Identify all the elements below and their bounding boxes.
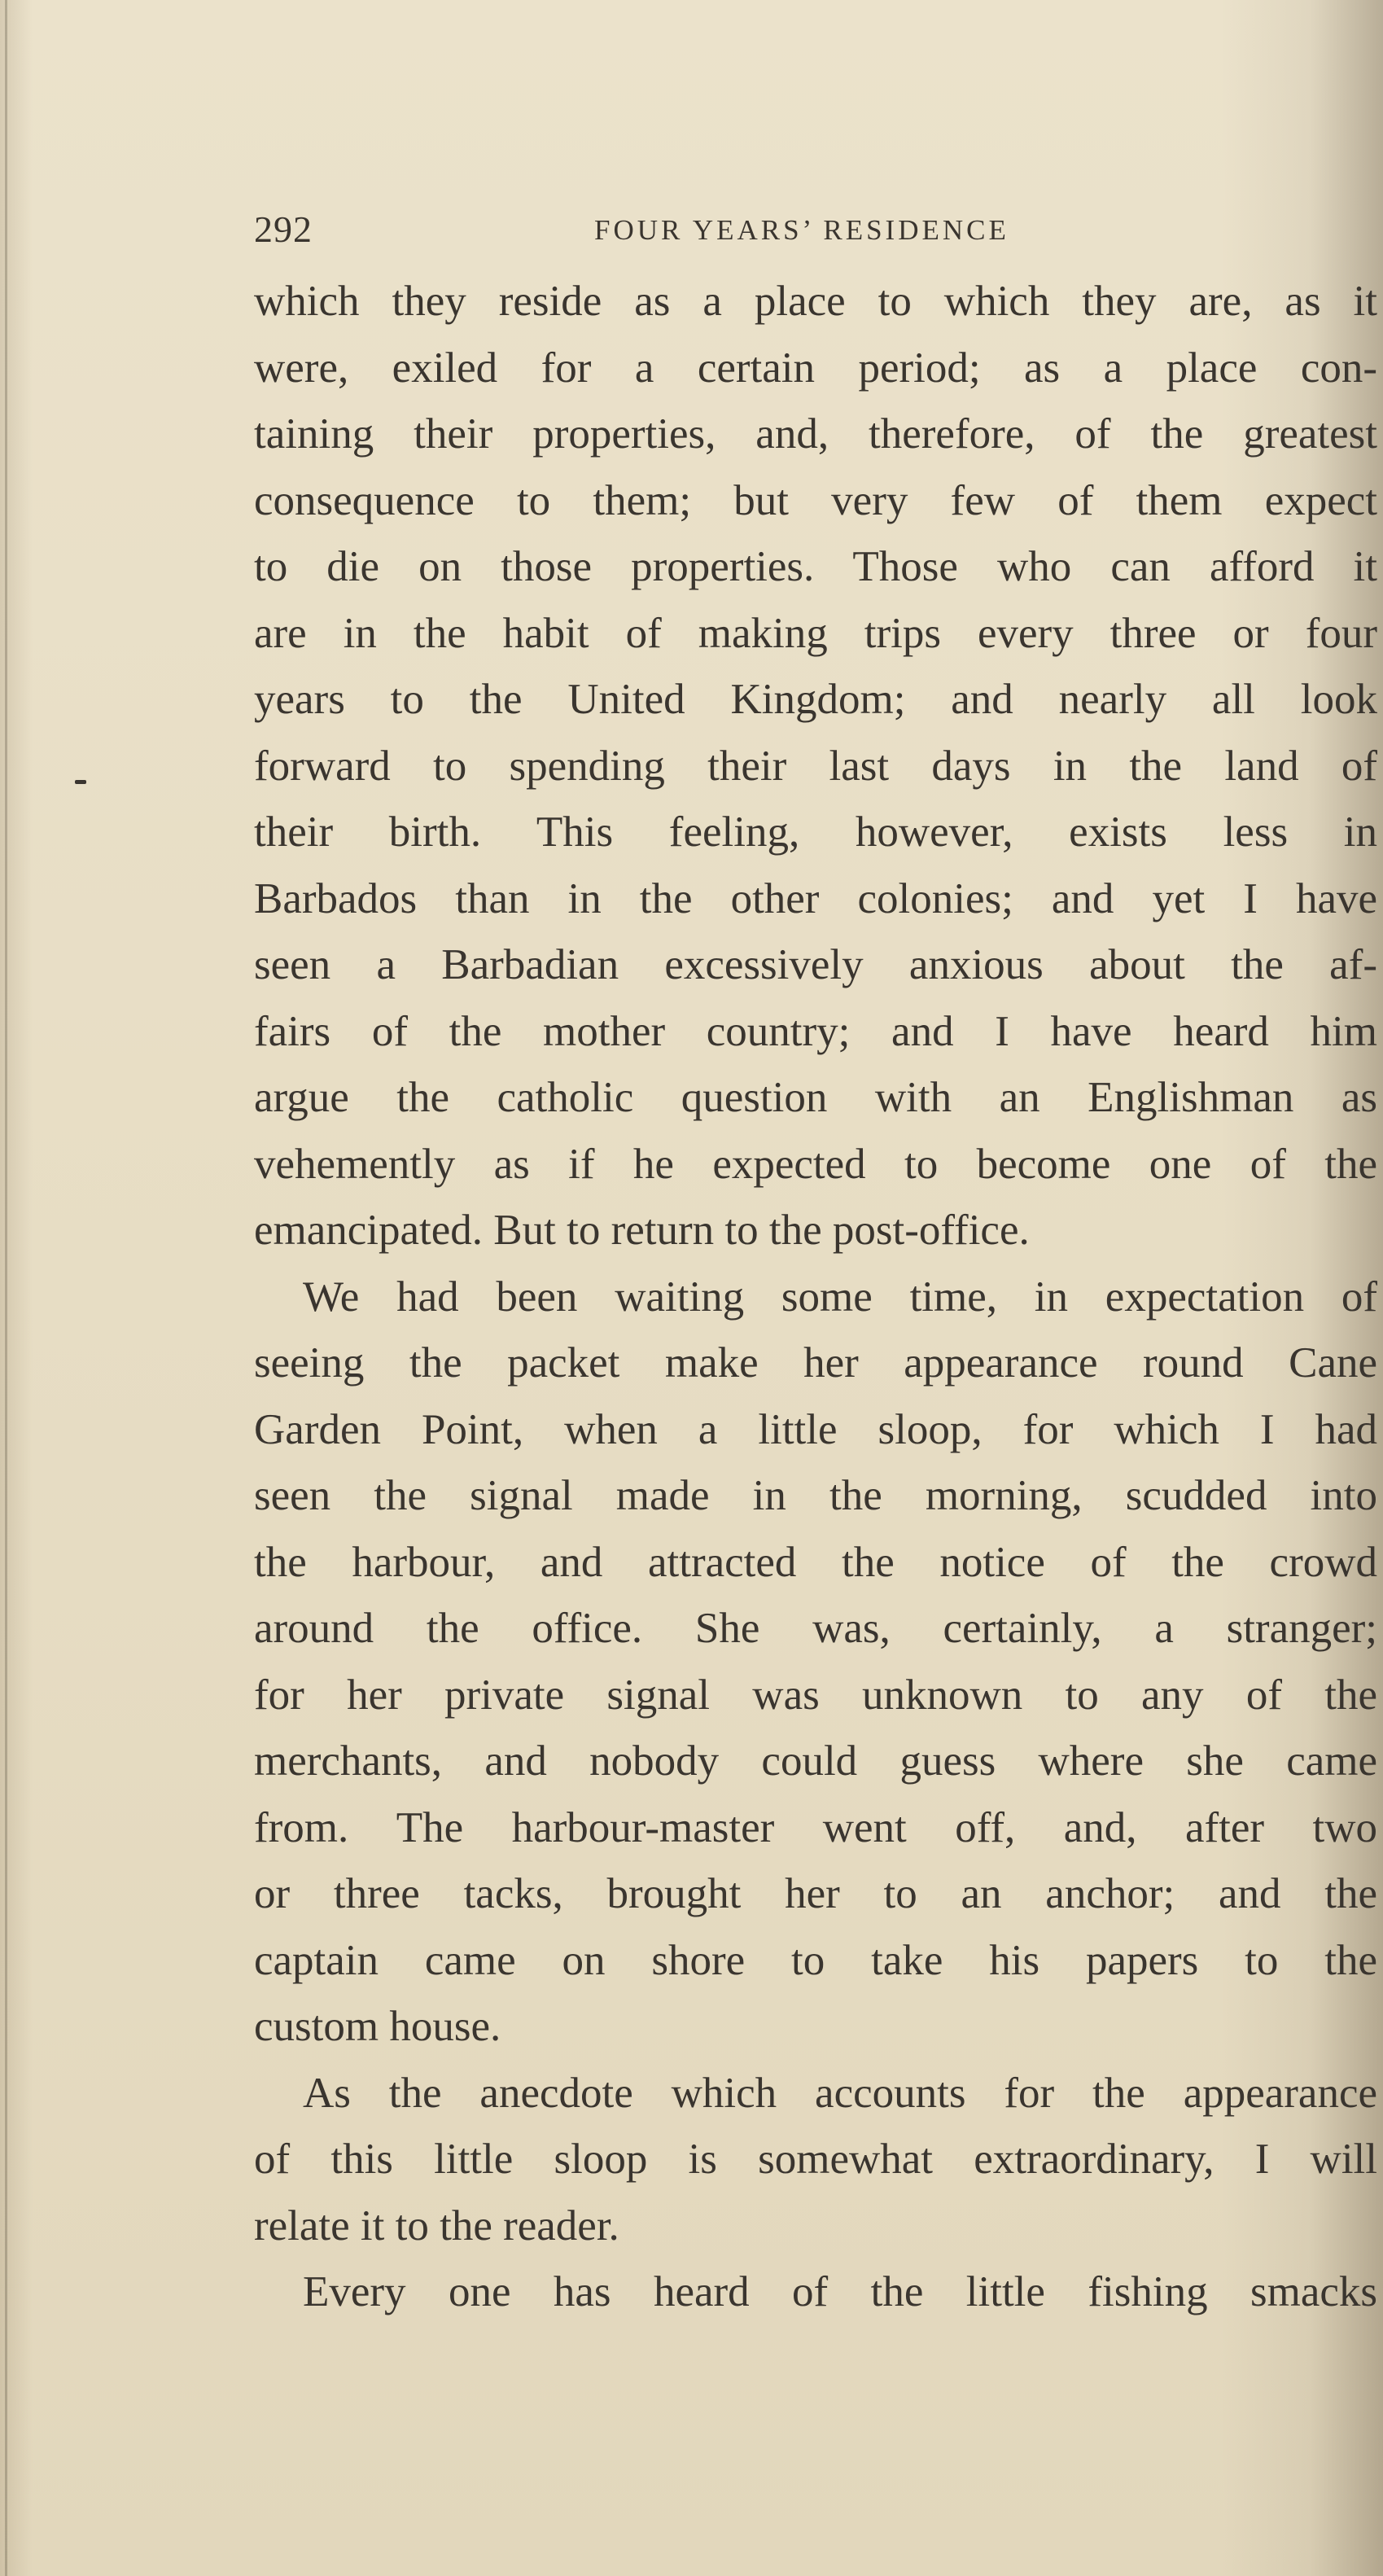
- text-line: emancipated. But to return to the post-office.: [254, 1207, 1030, 1254]
- ink-speck: [75, 780, 86, 784]
- text-line: or three tacks, brought her to an anchor; and the: [254, 1870, 1377, 1917]
- text-line: seeing the packet make her appearance round Cane: [254, 1339, 1377, 1387]
- text-line: forward to spending their last days in the land of: [254, 742, 1377, 790]
- text-line: argue the catholic question with an Englishman as: [254, 1074, 1377, 1121]
- text-line: consequence to them; but very few of them expect: [254, 476, 1377, 524]
- text-line: custom house.: [254, 2003, 501, 2050]
- text-line: the harbour, and attracted the notice of the crowd: [254, 1538, 1377, 1586]
- page-edge-shadow: [5, 0, 7, 2576]
- text-line: seen a Barbadian excessively anxious about the af-: [254, 941, 1377, 988]
- text-line: around the office. She was, certainly, a stranger;: [254, 1605, 1377, 1652]
- text-line: their birth. This feeling, however, exists less in: [254, 808, 1377, 856]
- page-number: 292: [254, 208, 313, 250]
- text-line: vehemently as if he expected to become one of the: [254, 1140, 1377, 1188]
- text-line: to die on those properties. Those who can afford it: [254, 543, 1377, 590]
- text-line: relate it to the reader.: [254, 2201, 619, 2250]
- text-line: seen the signal made in the morning, scudded into: [254, 1472, 1377, 1519]
- paragraph-start-line: We had been waiting some time, in expectation of: [303, 1273, 1377, 1321]
- text-line: of this little sloop is somewhat extraordinary, I will: [254, 2136, 1377, 2183]
- paragraph-start-line: As the anecdote which accounts for the appearance: [303, 2069, 1377, 2117]
- text-line: Garden Point, when a little sloop, for which I had: [254, 1405, 1377, 1453]
- text-line: are in the habit of making trips every three or four: [254, 609, 1377, 657]
- text-line: were, exiled for a certain period; as a place con-: [254, 344, 1377, 392]
- running-head: [254, 208, 1377, 256]
- running-title: FOUR YEARS’ RESIDENCE: [594, 214, 1009, 246]
- text-line: taining their properties, and, therefore, of the greatest: [254, 410, 1377, 458]
- text-line: captain came on shore to take his papers to the: [254, 1936, 1377, 1984]
- text-line: fairs of the mother country; and I have heard him: [254, 1007, 1377, 1055]
- text-line: for her private signal was unknown to any of the: [254, 1671, 1377, 1719]
- text-line: which they reside as a place to which they are, as it: [254, 278, 1377, 325]
- paragraph-start-line: Every one has heard of the little fishing smacks: [303, 2268, 1377, 2315]
- text-line: from. The harbour-master went off, and, after two: [254, 1803, 1377, 1851]
- text-line: Barbados than in the other colonies; and yet I have: [254, 874, 1377, 922]
- text-line: merchants, and nobody could guess where she came: [254, 1737, 1377, 1785]
- body-text: [254, 269, 1377, 2326]
- text-line: years to the United Kingdom; and nearly all look: [254, 676, 1377, 723]
